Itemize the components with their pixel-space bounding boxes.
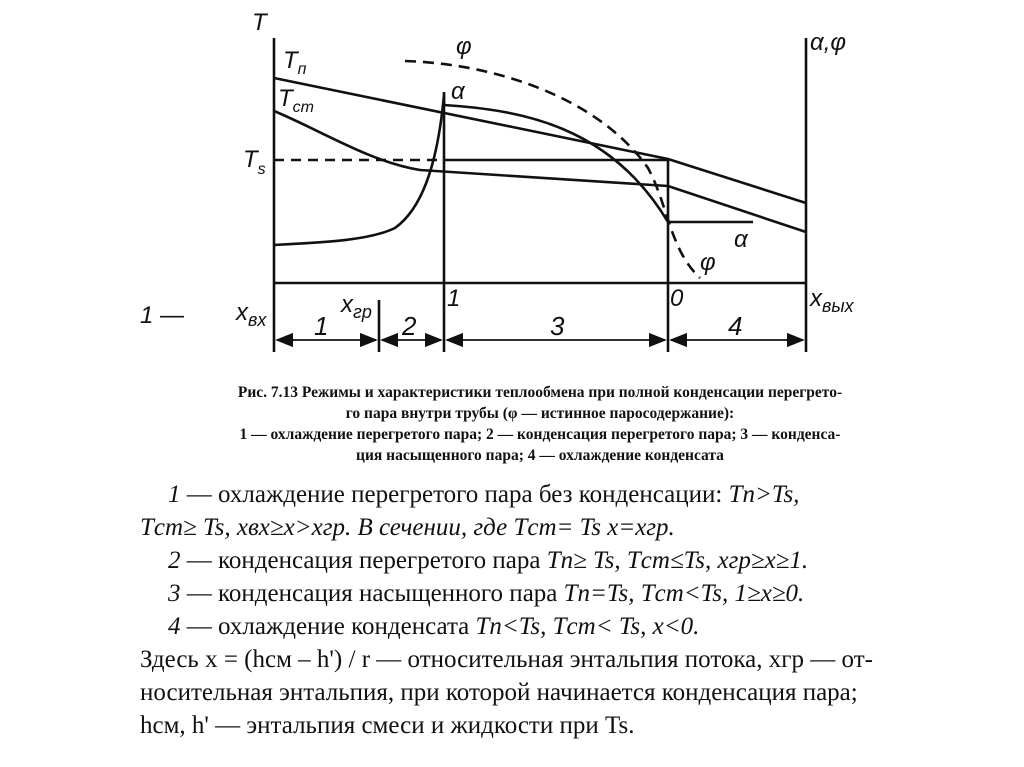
body-text [140, 478, 910, 742]
x-one-label: 1 [447, 285, 461, 312]
paragraph-3: 3 — конденсация насыщенного пара Tп=Ts, Tст<Ts, 1≥x≥0. [168, 580, 805, 607]
right-axis-label: α,φ [810, 29, 847, 56]
Tst-curve [274, 111, 806, 232]
x-in-label: $x_{вх}$ [236, 299, 267, 330]
x-out-label: $x_{вых}$ [810, 285, 854, 316]
paragraph-4: 4 — охлаждение конденсата Tп<Ts, Tст< Ts, x<0. [168, 613, 700, 640]
zone-1-label: 1 [314, 311, 329, 341]
heat-transfer-diagram [0, 0, 1024, 380]
zone-4-label: 4 [728, 311, 743, 341]
Tst-label: $T_{ст}$ [278, 85, 314, 116]
x-gr-label: $x_{гр}$ [341, 291, 372, 322]
phi-bottom-label: φ [700, 249, 716, 276]
alpha-curve [274, 95, 753, 245]
zone-2-label: 2 [402, 311, 417, 341]
Tp-curve [274, 78, 806, 203]
Tp-label: $T_п$ [283, 47, 307, 78]
Ts-label: $T_s$ [243, 146, 266, 178]
paragraph-5-line-2: носительная энтальпия, при которой начинается конденсация пара; [140, 679, 858, 706]
paragraph-5-line-1: Здесь x = (hсм – h') / r — относительная энтальпия потока, xгр — от- [140, 646, 873, 673]
alpha-bottom-label: α [734, 226, 748, 253]
x-zero-label: 0 [670, 285, 684, 312]
caption-line-2: го пара внутри трубы (φ — истинное паросодержание): [345, 405, 735, 422]
caption-line-3: 1 — охлаждение перегретого пара; 2 — конденсация перегретого пара; 3 — конденса- [239, 426, 841, 443]
caption-line-4: ция насыщенного пара; 4 — охлаждение конденсата [356, 447, 724, 464]
paragraph-2: 2 — конденсация перегретого пара Tп≥ Ts, Tст≤Ts, xгр≥x≥1. [168, 547, 809, 574]
y-axis-label: T [252, 9, 267, 36]
left-number: 1 — [140, 302, 185, 329]
phi-dashed-curve [405, 61, 700, 278]
paragraph-1-cont: Tст≥ Ts, xвх≥x>xгр. В сечении, где Tст= Ts x=xгр. [140, 514, 675, 541]
alpha-top-label: α [451, 78, 465, 105]
paragraph-1: 1 — охлаждение перегретого пара без конденсации: Tп>Ts, [168, 481, 800, 508]
figure-caption [180, 382, 900, 466]
phi-top-label: φ [456, 33, 472, 60]
caption-line-1: Рис. 7.13 Режимы и характеристики теплообмена при полной конденсации перегрето- [237, 384, 843, 401]
paragraph-5-line-3: hсм, h' — энтальпия смеси и жидкости при Ts. [140, 712, 635, 739]
zone-3-label: 3 [550, 311, 565, 341]
